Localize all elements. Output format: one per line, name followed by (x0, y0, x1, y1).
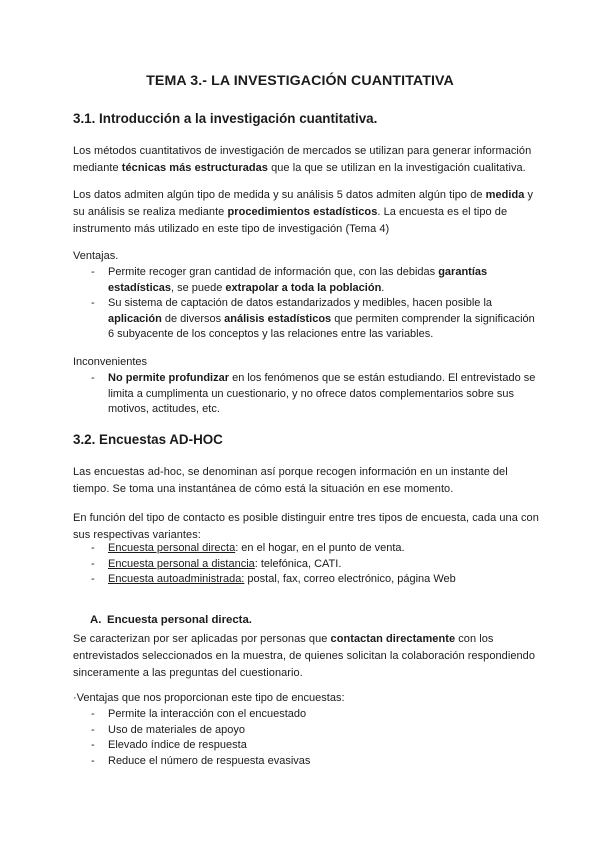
section-heading-3-2: 3.2. Encuestas AD-HOC (73, 432, 223, 447)
ventajas-list (73, 265, 543, 343)
paragraph-tipos: En función del tipo de contacto es posible distinguir entre tres tipos de encuesta, cada una con sus respectivas variantes: (73, 512, 539, 541)
inconvenientes-list (73, 371, 543, 418)
tipos-encuesta-list (73, 541, 543, 588)
ventajas-encuesta-label: ·Ventajas que nos proporcionan este tipo de encuestas: (73, 692, 345, 704)
list-item: - Permite la interacción con el encuestado (91, 708, 307, 720)
list-item: - Uso de materiales de apoyo (91, 723, 245, 736)
list-item: - Permite recoger gran cantidad de información que, con las debidas garantías estadísticas, se puede extrapolar a toda la población. (91, 266, 488, 294)
paragraph-personal-directa: Se caracterizan por ser aplicadas por personas que contactan directamente con los entrevistados seleccionados en la muestra, de quienes solicitan la colaboración respondiendo sinceramente a las preguntas del cuestionario. (73, 633, 535, 679)
paragraph-datos: Los datos admiten algún tipo de medida y su análisis 5 datos admiten algún tipo de medida y su análisis se realiza mediante procedimientos estadísticos. La encuesta es el tipo de instrumento más utilizado en este tipo de investigación (Tema 4) (73, 189, 534, 235)
list-item: - Elevado índice de respuesta (91, 739, 247, 752)
list-item: - Su sistema de captación de datos estandarizados y medibles, hacen posible la aplicación de diversos análisis estadísticos que permiten comprender la significación 6 subyacente de los conceptos y las relaciones entre las variables. (91, 297, 535, 341)
ventajas-encuesta-list (73, 707, 543, 769)
list-item: - Encuesta autoadministrada: postal, fax, correo electrónico, página Web (91, 573, 456, 586)
page-title: TEMA 3.- LA INVESTIGACIÓN CUANTITATIVA (146, 73, 454, 89)
list-item: - No permite profundizar en los fenómenos que se están estudiando. El entrevistado se limita a cumplimenta un cuestionario, y no ofrece datos complementarios sobre sus motivos, actitudes, etc. (91, 372, 536, 416)
ventajas-label: Ventajas. (73, 250, 119, 262)
list-item: - Reduce el número de respuesta evasivas (91, 754, 311, 767)
paragraph-adhoc: Las encuestas ad-hoc, se denominan así porque recogen información en un instante del tiempo. Se toma una instantánea de cómo está la situación en ese momento. (73, 466, 508, 495)
section-heading-3-1: 3.1. Introducción a la investigación cuantitativa. (73, 111, 378, 126)
inconvenientes-label: Inconvenientes (73, 356, 147, 368)
subsection-heading-a: A. Encuesta personal directa. (90, 614, 252, 626)
list-item: - Encuesta personal a distancia: telefónica, CATI. (91, 557, 342, 570)
list-item: - Encuesta personal directa: en el hogar, en el punto de venta. (91, 542, 405, 554)
paragraph-intro: Los métodos cuantitativos de investigación de mercados se utilizan para generar información mediante técnicas más estructuradas que la que se utilizan en la investigación cualitativa. (73, 145, 532, 174)
